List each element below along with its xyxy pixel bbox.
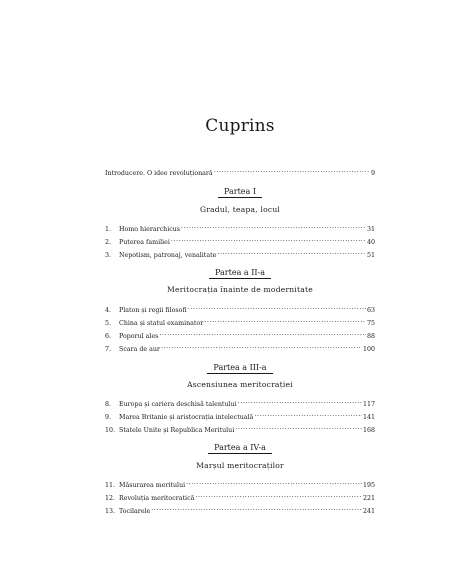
toc-entry-page: 9 bbox=[370, 170, 375, 177]
dot-leader bbox=[204, 317, 366, 325]
dot-leader bbox=[238, 398, 362, 406]
part-label: Partea a IV-a bbox=[208, 443, 272, 454]
toc-entry-label: Măsurarea meritului bbox=[119, 482, 186, 489]
chapter-number: 4. bbox=[105, 307, 112, 314]
toc-entry-page: 195 bbox=[362, 482, 375, 489]
dot-leader bbox=[195, 492, 362, 500]
toc-entry-label: Europa și cariera deschisă talentului bbox=[119, 401, 237, 408]
toc-entry-label: Platon și regii filosofi bbox=[119, 307, 187, 314]
toc-entry-introduction[interactable] bbox=[105, 167, 375, 178]
dot-leader bbox=[188, 304, 366, 312]
chapter-number: 1. bbox=[105, 226, 112, 233]
toc-entry-chapter-6[interactable] bbox=[105, 330, 375, 341]
toc-entry-label: China și statul examinator bbox=[119, 320, 204, 327]
chapter-number: 10. bbox=[105, 427, 116, 434]
dot-leader bbox=[254, 411, 362, 419]
toc-entry-chapter-13[interactable] bbox=[105, 505, 375, 516]
part-heading-2 bbox=[105, 268, 375, 279]
toc-entry-chapter-1[interactable] bbox=[105, 223, 375, 234]
toc-entry-chapter-4[interactable] bbox=[105, 304, 375, 315]
toc-entry-page: 63 bbox=[366, 307, 375, 314]
dot-leader bbox=[214, 167, 370, 175]
toc-entry-page: 75 bbox=[366, 320, 375, 327]
toc-entry-page: 241 bbox=[362, 508, 375, 515]
toc-entry-label: Poporul ales bbox=[119, 333, 159, 340]
part-label: Partea a II-a bbox=[209, 268, 271, 279]
part-title-2: Meritocrația înainte de modernitate bbox=[167, 285, 313, 294]
toc-entry-label: Statele Unite și Republica Meritului bbox=[119, 427, 235, 434]
chapter-number: 5. bbox=[105, 320, 112, 327]
chapter-number: 13. bbox=[105, 508, 116, 515]
toc-entry-page: 117 bbox=[362, 401, 375, 408]
chapter-number: 6. bbox=[105, 333, 112, 340]
toc-entry-chapter-7[interactable] bbox=[105, 343, 375, 354]
toc-entry-label: Tocilarele bbox=[119, 508, 151, 515]
dot-leader bbox=[171, 236, 366, 244]
dot-leader bbox=[217, 249, 366, 257]
toc-entry-chapter-8[interactable] bbox=[105, 398, 375, 409]
toc-entry-label: Nepotism, patronaj, venalitate bbox=[119, 252, 217, 259]
part-heading-4 bbox=[105, 443, 375, 454]
part-heading-1 bbox=[105, 187, 375, 198]
toc-entry-page: 221 bbox=[362, 495, 375, 502]
toc-entry-page: 51 bbox=[366, 252, 375, 259]
chapter-number: 8. bbox=[105, 401, 112, 408]
toc-entry-label: Marea Britanie și aristocrația intelectuală bbox=[119, 414, 254, 421]
dot-leader bbox=[186, 479, 362, 487]
part-label: Partea a III-a bbox=[207, 363, 272, 374]
toc-entry-chapter-3[interactable] bbox=[105, 249, 375, 260]
toc-entry-page: 141 bbox=[362, 414, 375, 421]
chapter-number: 2. bbox=[105, 239, 112, 246]
part-title-1: Gradul, teapa, locul bbox=[199, 205, 281, 214]
part-title-3: Ascensiunea meritocrației bbox=[187, 380, 293, 389]
toc-entry-chapter-9[interactable] bbox=[105, 411, 375, 422]
toc-entry-page: 100 bbox=[362, 346, 375, 353]
toc-entry-label: Puterea familiei bbox=[119, 239, 170, 246]
toc-entry-page: 88 bbox=[366, 333, 375, 340]
toc-entry-label: Homo hierarchicus bbox=[119, 226, 181, 233]
toc-entry-chapter-11[interactable] bbox=[105, 479, 375, 490]
toc-entry-chapter-10[interactable] bbox=[105, 424, 375, 435]
toc-entry-label: Introducere. O idee revoluționară bbox=[105, 170, 213, 177]
toc-entry-chapter-5[interactable] bbox=[105, 317, 375, 328]
toc-entry-chapter-12[interactable] bbox=[105, 492, 375, 503]
dot-leader bbox=[151, 505, 362, 513]
part-title-4: Marșul meritocraților bbox=[196, 461, 284, 470]
toc-entry-page: 40 bbox=[366, 239, 375, 246]
chapter-number: 3. bbox=[105, 252, 112, 259]
toc-entry-label: Revoluția meritocratică bbox=[119, 495, 195, 502]
part-heading-3 bbox=[105, 363, 375, 374]
part-label: Partea I bbox=[218, 187, 262, 198]
toc-entry-chapter-2[interactable] bbox=[105, 236, 375, 247]
dot-leader bbox=[235, 424, 362, 432]
chapter-number: 9. bbox=[105, 414, 112, 421]
dot-leader bbox=[181, 223, 366, 231]
toc-entry-label: Scara de aur bbox=[119, 346, 160, 353]
toc-entry-page: 31 bbox=[366, 226, 375, 233]
page-title: Cuprins bbox=[205, 116, 275, 136]
chapter-number: 11. bbox=[105, 482, 116, 489]
toc-entry-page: 168 bbox=[362, 427, 375, 434]
chapter-number: 12. bbox=[105, 495, 116, 502]
dot-leader bbox=[159, 330, 366, 338]
chapter-number: 7. bbox=[105, 346, 112, 353]
dot-leader bbox=[161, 343, 362, 351]
